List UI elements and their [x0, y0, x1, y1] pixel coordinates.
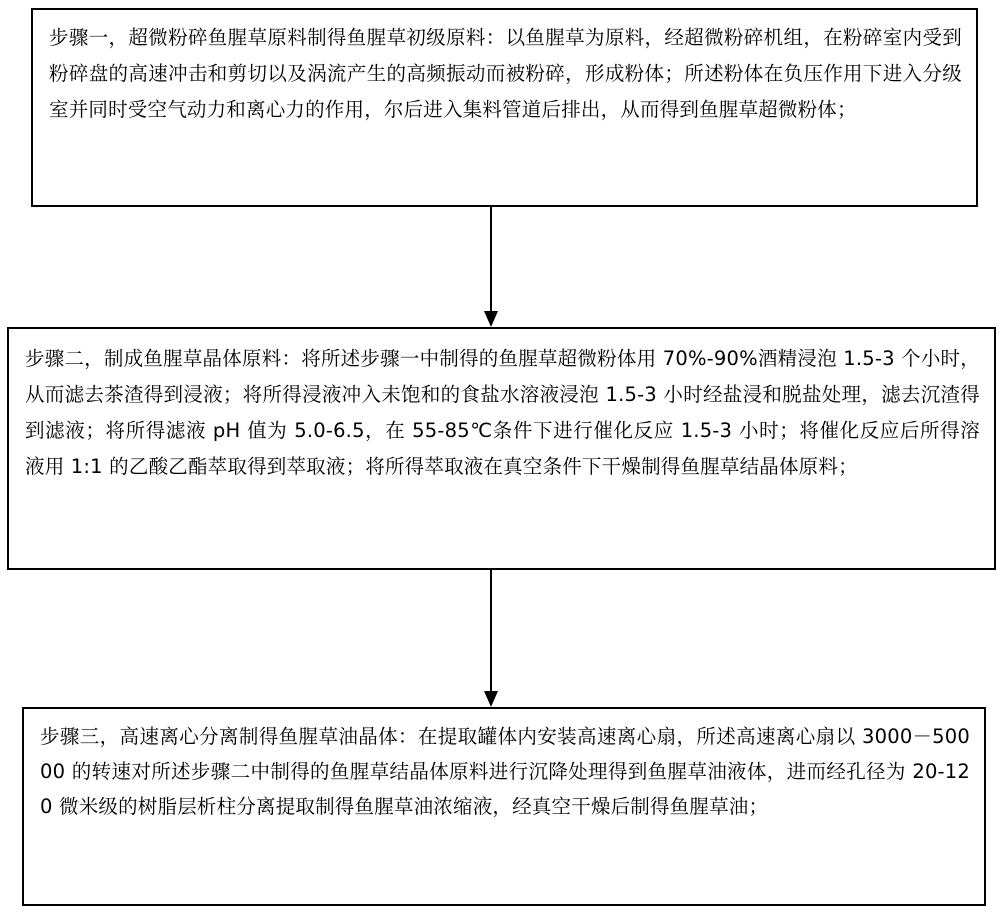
step-3-text: 步骤三，高速离心分离制得鱼腥草油晶体：在提取罐体内安装高速离心扇，所述高速离心扇以 3000－50000 的转速对所述步骤二中制得的鱼腥草结晶体原料进行沉降处理得到鱼腥草油液体，进而经孔径为 20-120 微米级的树脂层析柱分离提取制得鱼腥草油浓缩液，经真空干燥后制得鱼腥草油； — [40, 725, 970, 818]
step-2-text: 步骤二，制成鱼腥草晶体原料：将所述步骤一中制得的鱼腥草超微粉体用 70%-90%酒精浸泡 1.5-3 个小时，从而滤去茶渣得到浸液；将所得浸液冲入未饱和的食盐水溶液浸泡 1.5-3 小时经盐浸和脱盐处理，滤去沉渣得到滤液；将所得滤液 pH 值为 5.0-6.5，在 55-85℃条件下进行催化反应 1.5-3 小时；将催化反应后所得溶液用 1:1 的乙酸乙酯萃取得到萃取液；将所得萃取液在真空条件下干燥制得鱼腥草结晶体原料； — [25, 347, 980, 478]
step-1-text: 步骤一，超微粉碎鱼腥草原料制得鱼腥草初级原料：以鱼腥草为原料，经超微粉碎机组，在粉碎室内受到粉碎盘的高速冲击和剪切以及涡流产生的高频振动而被粉碎，形成粉体；所述粉体在负压作用下进入分级室并同时受空气动力和离心力的作用，尔后进入集料管道后排出，从而得到鱼腥草超微粉体； — [49, 26, 962, 121]
arrow-step1-to-step2 — [484, 207, 498, 327]
arrow-step2-to-step3 — [484, 570, 498, 707]
